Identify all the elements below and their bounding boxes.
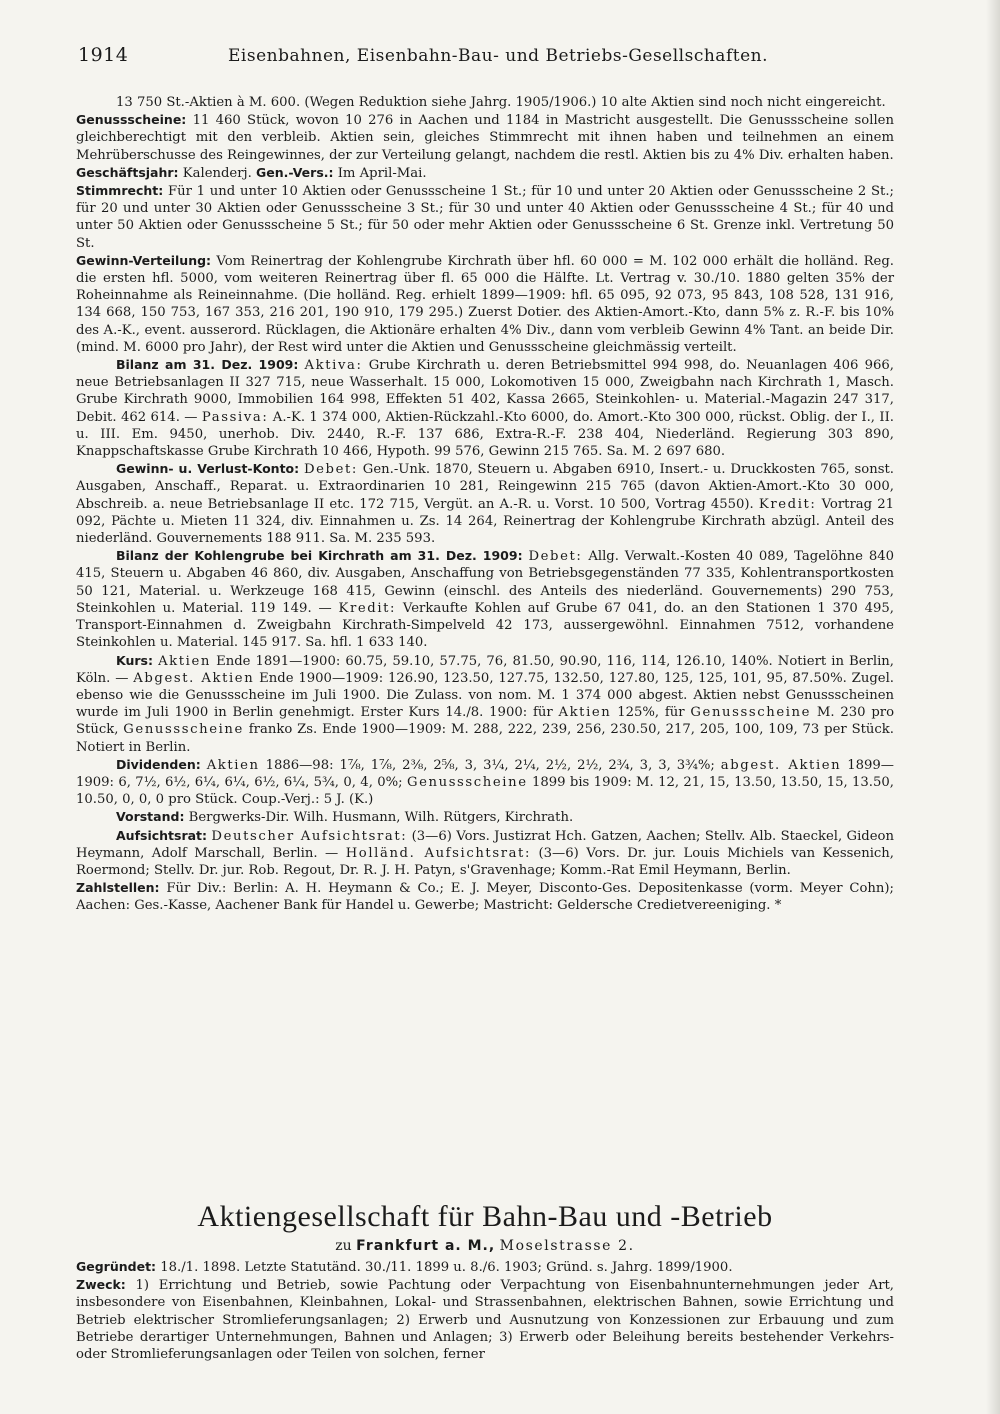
purpose-label: Zweck: — [76, 1277, 126, 1293]
price-text-5: franko Zs. Ende 1900—1909: M. 288, 222, 239, 256, 230.50, 217, 205, 100, 109, 73 per Stück. Notiert in Berlin. — [76, 722, 894, 755]
shares-paragraph — [76, 94, 894, 111]
founded-paragraph — [76, 1258, 894, 1276]
dividends-abgest-word: abgest. Aktien — [720, 757, 842, 773]
dutch-board-word: Holländ. Aufsichtsrat: — [345, 845, 531, 861]
mine-balance-kredit-text: Verkaufte Kohlen auf Grube 67 041, do. an den Stationen 1 370 495, Transport-Einnahmen d. Zweigbahn Kirchrath-Simpelveld 42 173, aussergewöhnl. Einnahmen 7512, vorhandene Steinkohlen u. Material. 145 917. Sa. hfl. 1 633 140. — [76, 600, 894, 651]
aktiva-word: Aktiva: — [304, 358, 363, 374]
founded-text: 18./1. 1898. Letzte Statutänd. 30./11. 1899 u. 8./6. 1903; Gründ. s. Jahrg. 1899/1900. — [160, 1260, 733, 1275]
price-aktien-word-2: Aktien — [558, 705, 612, 721]
voting-rights-paragraph — [76, 182, 894, 252]
price-label: Kurs: — [116, 652, 153, 668]
supervisory-board-label: Aufsichtsrat: — [116, 827, 208, 843]
german-board-word: Deutscher Aufsichtsrat: — [211, 828, 408, 844]
mine-balance-debet-text: Allg. Verwalt.-Kosten 40 089, Tagelöhne 840 415, Steuern u. Abgaben 46 860, div. Ausgaben, Anschaffung von Betriebsgegenständen 77 335, Kohlentransportkosten 50 121, Material. u. Werkzeuge 168 415, Gewinn (einschl. des Anteils des niederländ. Gouvernements) 290 753, Steinkohlen u. Material. 119 149. — — [76, 549, 895, 616]
price-genuss-word-2: Genussscheine — [123, 722, 244, 738]
board-paragraph — [76, 808, 894, 826]
purpose-paragraph — [76, 1276, 894, 1363]
company-address: Moselstrasse 2. — [499, 1238, 635, 1254]
dividends-genuss-word: Genussscheine — [406, 774, 528, 790]
company-city: Frankfurt a. M., — [356, 1238, 496, 1254]
supervisory-board-paragraph — [76, 827, 894, 880]
company-heading: Aktiengesellschaft für Bahn-Bau und -Betrieb — [197, 1200, 773, 1233]
dividends-aktien-word: Aktien — [206, 757, 260, 773]
profit-loss-label: Gewinn- u. Verlust-Konto: — [116, 461, 300, 477]
page-edge-shadow — [986, 0, 1000, 1414]
dividends-text-2: 1899—1909: 6, 7½, 6½, 6¼, 6¼, 6½, 6¼, 5¾, 0, 4, 0%; — [76, 757, 894, 790]
price-text-1: Ende 1891—1900: 60.75, 59.10, 57.75, 76, 81.50, 90.90, 116, 114, 126.10, 140%. Notiert in Berlin, Köln. — — [76, 653, 894, 686]
entry-body — [76, 94, 894, 915]
fiscal-year-text: Kalenderj. — [182, 165, 252, 181]
passiva-word: Passiva: — [201, 409, 269, 425]
dividends-text-3: 1899 bis 1909: M. 12, 21, 15, 13.50, 13.50, 15, 13.50, 10.50, 0, 0, 0 pro Stück. Coup.-Verj.: 5 J. (K.) — [76, 774, 894, 808]
voting-rights-text: Für 1 und unter 10 Aktien oder Genussscheine 1 St.; für 10 und unter 20 Aktien oder Genussscheine 2 St.; für 20 und unter 30 Aktien oder Genussscheine 3 St.; für 30 und unter 40 Aktien oder Genussscheine 4 St.; für 40 und unter 50 Aktien oder Genussscheine 5 St.; für 50 oder mehr Aktien oder Genussscheine 6 St. Grenze inkl. Vertretung 50 St. — [76, 184, 894, 251]
price-paragraph — [76, 652, 894, 756]
page-number: 1914 — [78, 44, 129, 66]
price-text-4: M. 230 pro Stück, — [76, 705, 895, 738]
balance-sheet-paragraph — [76, 356, 894, 460]
dividends-paragraph — [76, 756, 894, 809]
price-text-3: 125%, für — [617, 705, 685, 721]
running-title: Eisenbahnen, Eisenbahn-Bau- und Betriebs-Gesellschaften. — [228, 46, 768, 66]
kredit-word: Kredit: — [758, 496, 817, 512]
profit-loss-kredit-text: Vortrag 21 092, Pächte u. Mieten 11 324, div. Einnahmen u. Zs. 14 264, Reinertrag der Kohlengrube Kirchrath abzügl. Anteil des niederländ. Gouvernements 188 911. Sa. M. 235 593. — [76, 496, 895, 547]
purpose-text: 1) Errichtung und Betrieb, sowie Pachtung oder Verpachtung von Eisenbahnunternehmungen jeder Art, insbesondere von Eisenbahnen, Kleinbahnen, Lokal- und Strassenbahnen, elektrischen Bahnen, sowie Errichtung und Betrieb elektrischer Stromlieferungsanlagen; 2) Erwerb und Ausnutzung von Konzessionen zur Erbauung und zum Betriebe derartiger Unternehmungen, Bahnen und Anlagen; 3) Erwerb oder Beleihung bereits bestehender Verkehrs- oder Stromlieferungsanlagen oder Teilen von solchen, ferner — [76, 1278, 894, 1363]
location-prefix: zu — [335, 1238, 352, 1254]
paying-agents-paragraph — [76, 879, 894, 914]
profit-distribution-paragraph — [76, 252, 894, 356]
general-meeting-text: Im April-Mai. — [337, 165, 427, 181]
profit-distribution-text: Vom Reinertrag der Kohlengrube Kirchrath über hfl. 60 000 = M. 102 000 erhält die holländ. Reg. die ersten hfl. 5000, vom weiteren Reinertrag über fl. 65 000 die Hälfte. Lt. Vertrag v. 30./10. 1880 gelten 35% der Roheinnahme als Reineinnahme. (Die holländ. Reg. erhielt 1899—1909: hfl. 65 095, 92 073, 95 843, 108 528, 131 916, 134 668, 150 753, 167 353, 216 201, 190 910, 179 295.) Zuerst Dotier. des Aktien-Amort.-Kto, dann 5% z. R.-F. bis 10% des A.-K., event. ausserord. Rücklagen, die Aktionäre erhalten 4% Div., dann vom verbleib Gewinn 4% Tant. an beide Dir. (mind. M. 6000 pro Jahr), der Rest wird unter die Aktien und Genussscheine gleichmässig verteilt. — [76, 253, 894, 355]
company-location — [76, 1238, 894, 1254]
balance-passiva-text: A.-K. 1 374 000, Aktien-Rückzahl.-Kto 6000, do. Amort.-Kto 300 000, rückst. Oblig. der I., II. u. III. Em. 9450, unerhob. Div. 2440, R.-F. 137 686, Extra-R.-F. 238 404, Niederländ. Regierung 303 890, Knappschaftskasse Grube Kirchrath 10 466, Hypoth. 99 576, Gewinn 215 765. Sa. M. 2 697 680. — [76, 409, 895, 460]
board-label: Vorstand: — [116, 809, 185, 825]
board-text: Bergwerks-Dir. Wilh. Husmann, Wilh. Rütgers, Kirchrath. — [188, 810, 574, 826]
balance-aktiva-text: Grube Kirchrath u. deren Betriebsmittel 994 998, do. Neuanlagen 406 966, neue Betriebsanlagen II 327 715, neue Wasserhalt. 15 000, Lokomotiven 15 000, Zweigbahn nach Kirchrath 1, Masch. Grube Kirchrath 9000, Immobilien 164 998, Effekten 51 402, Kassa 2665, Steinkohlen- u. Material.-Magazin 247 317, Debit. 462 614. — — [76, 358, 894, 425]
fiscal-year-label: Geschäftsjahr: — [76, 164, 179, 180]
profit-loss-debet-text: Gen.-Unk. 1870, Steuern u. Abgaben 6910, Insert.- u. Druckkosten 765, sonst. Ausgaben, Anschaff., Reparat. u. Extraordinarien 10 281, Reingewinn 215 765 (davon Aktien-Amort.-Kto 30 000, Abschreib. a. neue Betriebsanlage II etc. 172 715, Vergüt. an A.-R. u. Vorst. 10 500, Vortrag 4550). — [76, 462, 894, 512]
genussscheine-paragraph — [76, 111, 894, 164]
price-genuss-word: Genussscheine — [690, 705, 812, 721]
profit-distribution-label: Gewinn-Verteilung: — [76, 252, 212, 268]
paying-agents-text: Für Div.: Berlin: A. H. Heymann & Co.; E. J. Meyer, Disconto-Ges. Depositenkasse (vorm. Meyer Cohn); Aachen: Ges.-Kasse, Aachener Bank für Handel u. Gewerbe; Mastricht: Geldersche Credietvereeniging. * — [76, 881, 894, 914]
general-meeting-label: Gen.-Vers.: — [256, 164, 334, 180]
dividends-text-1: 1886—98: 1⅞, 1⅞, 2⅜, 2⅝, 3, 3¼, 2¼, 2½, 2½, 2¾, 3, 3, 3¾%; — [265, 757, 715, 773]
voting-rights-label: Stimmrecht: — [76, 183, 164, 199]
founded-label: Gegründet: — [76, 1259, 157, 1274]
mine-balance-paragraph — [76, 547, 894, 651]
dividends-label: Dividenden: — [116, 756, 201, 772]
price-abgest-word: Abgest. Aktien — [133, 670, 255, 686]
price-aktien-word: Aktien — [158, 653, 211, 669]
shares-text: 13 750 St.-Aktien à M. 600. (Wegen Reduktion siehe Jahrg. 1905/1906.) 10 alte Aktien sind noch nicht eingereicht. — [116, 95, 886, 110]
debet-word: Debet: — [303, 462, 358, 478]
supervisory-board-text-1: (3—6) Vors. Justizrat Hch. Gatzen, Aachen; Stellv. Alb. Staeckel, Gideon Heymann, Adolf Marschall, Berlin. — — [76, 828, 894, 861]
paying-agents-label: Zahlstellen: — [76, 880, 160, 896]
mine-balance-label: Bilanz der Kohlengrube bei Kirchrath am 31. Dez. 1909: — [116, 548, 523, 564]
mine-kredit-word: Kredit: — [338, 600, 397, 616]
page-header — [78, 44, 918, 74]
genussscheine-text: 11 460 Stück, wovon 10 276 in Aachen und 1184 in Mastricht ausgestellt. Die Genussscheine sollen gleichberechtigt mit den verbleib. Aktien sein, gleiches Stimmrecht mit ihnen haben und teilnehmen an einem Mehrüberschusse des Reingewinnes, der zur Verteilung gelangt, nachdem die restl. Aktien bis zu 4% Div. erhalten haben. — [76, 113, 894, 163]
genussscheine-label: Genussscheine: — [76, 112, 187, 128]
mine-debet-word: Debet: — [528, 549, 583, 565]
company-entry-body — [76, 1258, 894, 1363]
profit-loss-paragraph — [76, 460, 894, 547]
price-text-2: Ende 1900—1909: 126.90, 123.50, 127.75, 132.50, 127.80, 125, 125, 101, 95, 87.50%. Zugel. ebenso wie die Genussscheine im Juli 1900. Die Zulass. von nom. M. 1 374 000 abgest. Aktien nebst Genussscheinen wurde im Juli 1900 in Berlin genehmigt. Erster Kurs 14./8. 1900: für — [76, 670, 894, 721]
supervisory-board-text-2: (3—6) Vors. Dr. jur. Louis Michiels van Kessenich, Roermond; Stellv. Dr. jur. Rob. Regout, Dr. R. J. H. Patyn, s'Gravenhage; Komm.-Rat Emil Heymann, Berlin. — [76, 845, 894, 878]
balance-sheet-label: Bilanz am 31. Dez. 1909: — [116, 357, 299, 373]
fiscal-year-paragraph — [76, 164, 894, 182]
